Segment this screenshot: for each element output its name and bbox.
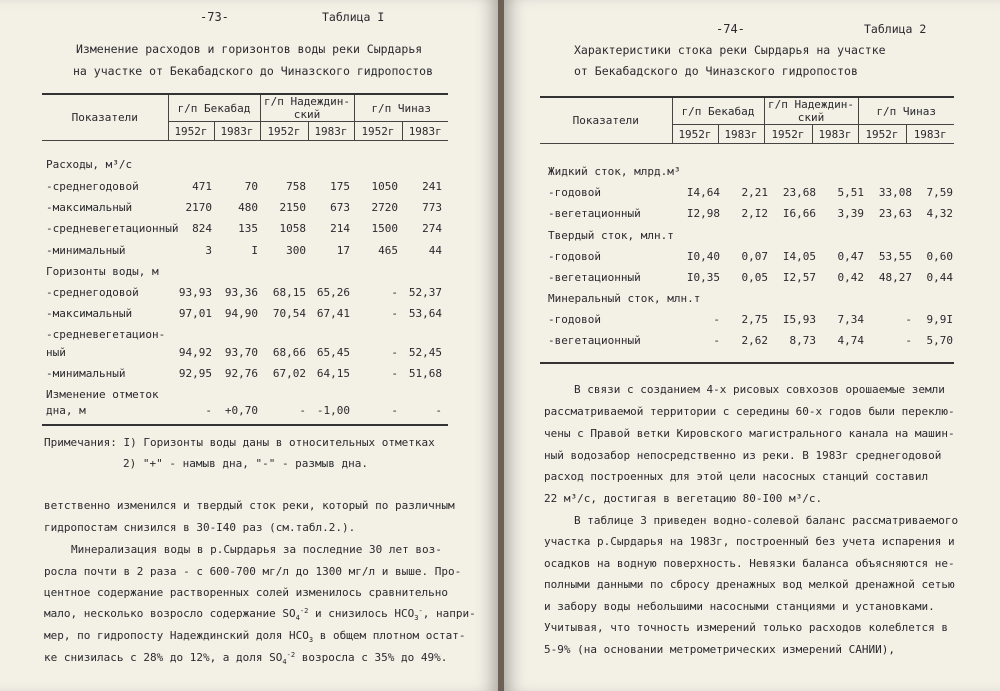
table-title-line1: Изменение расходов и горизонтов воды реки Сырдарья <box>76 42 423 56</box>
row-value: 2170 <box>185 201 212 214</box>
table-note-2: 2) "+" - намыв дна, "-" - размыв дна. <box>123 457 369 470</box>
row-label: -среднегодовой <box>46 180 139 193</box>
table-note-1: Примечания: I) Горизонты воды даны в относительных отметках <box>44 436 435 449</box>
row-label: -максимальный <box>46 201 133 214</box>
row-value: 17 <box>336 244 350 257</box>
table-row <box>548 206 954 222</box>
paragraph-line: 22 м³/с, достигая в вегетацию 80-I00 м³/с. <box>544 492 823 505</box>
row-label: -вегетационный <box>548 334 641 347</box>
row-value: 93,36 <box>224 286 258 299</box>
header-year: 1983г <box>214 122 260 141</box>
header-station-nadezhdinsky: г/п Надеждин- ский <box>260 94 354 122</box>
paragraph-line: мало, несколько возросло содержание $SO_4^{-2}$ и снизилось $HCO_3^-$, напри- <box>44 607 476 622</box>
row-value: 214 <box>330 222 350 235</box>
row-value: 480 <box>238 201 258 214</box>
row-label: -годовой <box>548 250 601 263</box>
paragraph-line: 5-9% (на основании метрометрических измерений САНИИ), <box>544 643 895 656</box>
row-value: 0,60 <box>926 250 953 263</box>
paragraph-line: гидропостам снизился в 30-I40 раз (см.табл.2.). <box>44 521 356 534</box>
table-row <box>548 333 954 349</box>
row-value: - <box>905 334 912 347</box>
row-label: -минимальный <box>46 244 126 257</box>
row-value: 65,26 <box>316 286 350 299</box>
table-row <box>46 327 446 343</box>
row-value: 4,32 <box>926 207 953 220</box>
row-value: 70,54 <box>272 307 306 320</box>
header-year: 1952г <box>354 122 402 141</box>
row-label: дна, м <box>46 404 86 417</box>
row-label: Изменение отметок <box>46 388 159 401</box>
table-row <box>46 179 446 195</box>
table-header <box>540 96 954 144</box>
table-row <box>548 270 954 286</box>
row-value: 824 <box>192 222 212 235</box>
table-title-line2: на участке от Бекабадского до Чиназского гидропостов <box>73 64 434 78</box>
row-value: 0,42 <box>837 271 864 284</box>
paragraph-line: Учитывая, что точность измерений только расходов колеблется в <box>544 621 948 634</box>
row-value: 673 <box>330 201 350 214</box>
row-value: 92,76 <box>224 367 258 380</box>
table-row <box>46 157 446 173</box>
table-row <box>46 387 446 403</box>
row-label: -годовой <box>548 313 601 326</box>
header-station-chinaz: г/п Чиназ <box>354 94 448 122</box>
row-value: 465 <box>378 244 398 257</box>
row-value: 9,9I <box>926 313 953 326</box>
table-row <box>46 200 446 216</box>
paragraph-line: ный водозабор непосредственно из реки. В 1983г среднегодовой <box>544 449 942 462</box>
paragraph-line: рассматриваемой территории с середины 60-х годов были переклю- <box>544 405 955 418</box>
row-value: 68,15 <box>272 286 306 299</box>
row-value: I2,98 <box>686 207 720 220</box>
row-value: I <box>251 244 258 257</box>
row-value: I2,57 <box>782 271 816 284</box>
header-year: 1983г <box>812 125 858 144</box>
row-value: 175 <box>330 180 350 193</box>
row-value: 0,07 <box>741 250 768 263</box>
paragraph-line: полными данными по сбросу дренажных вод мелкой дренажной сетью <box>544 578 955 591</box>
paragraph-line: Минерализация воды в р.Сырдарья за последние 30 лет воз- <box>71 543 442 556</box>
row-value: 4,74 <box>837 334 864 347</box>
row-value: 51,68 <box>408 367 442 380</box>
row-value: I6,66 <box>782 207 816 220</box>
row-value: 33,08 <box>878 186 912 199</box>
row-value: 3,39 <box>837 207 864 220</box>
row-value: 7,59 <box>926 186 953 199</box>
header-year: 1983г <box>308 122 354 141</box>
row-value: 5,70 <box>926 334 953 347</box>
row-value: - <box>205 404 212 417</box>
table-title-line1: Характеристики стока реки Сырдарья на участке <box>574 43 886 57</box>
table-row <box>46 285 446 301</box>
row-value: 53,64 <box>408 307 442 320</box>
row-value: +0,70 <box>224 404 258 417</box>
row-value: I4,05 <box>782 250 816 263</box>
row-value: I5,93 <box>782 313 816 326</box>
row-value: 0,05 <box>741 271 768 284</box>
row-label: -средневегетацион- <box>46 328 166 341</box>
row-value: - <box>391 346 398 359</box>
row-value: I0,35 <box>686 271 720 284</box>
row-value: 97,01 <box>178 307 212 320</box>
row-value: 93,70 <box>224 346 258 359</box>
row-value: 68,66 <box>272 346 306 359</box>
table-row <box>548 185 954 201</box>
row-label: -минимальный <box>46 367 126 380</box>
row-value: 48,27 <box>878 271 912 284</box>
row-value: -1,00 <box>316 404 350 417</box>
table-row <box>46 403 446 419</box>
paragraph-line: центное содержание растворенных солей изменилось сравнительно <box>44 586 448 599</box>
row-label: Горизонты воды, м <box>46 265 159 278</box>
row-value: 92,95 <box>178 367 212 380</box>
header-year: 1952г <box>672 125 718 144</box>
row-value: 2,I2 <box>741 207 768 220</box>
table-row <box>548 312 954 328</box>
row-label: -вегетационный <box>548 207 641 220</box>
row-value: - <box>435 404 442 417</box>
header-year: 1983г <box>402 122 448 141</box>
paragraph-line: осадков на водную поверхность. Невязки баланса объясняются не- <box>544 557 955 570</box>
row-label: -среднегодовой <box>46 286 139 299</box>
row-value: 758 <box>286 180 306 193</box>
header-year: 1952г <box>764 125 812 144</box>
right-page <box>504 0 1000 691</box>
row-label: Расходы, м³/с <box>46 158 133 171</box>
paragraph-line: чены с Правой ветки Кировского магистрального канала на машин- <box>544 427 955 440</box>
row-value: 1500 <box>371 222 398 235</box>
header-station-bekabad: г/п Бекабад <box>168 94 260 122</box>
table-row <box>46 306 446 322</box>
row-value: I0,40 <box>686 250 720 263</box>
header-indicator: Показатели <box>540 97 672 144</box>
paragraph-line: ветственно изменился и твердый сток реки, который по различным <box>44 499 455 512</box>
row-value: 23,68 <box>782 186 816 199</box>
row-value: 1058 <box>279 222 306 235</box>
row-value: 135 <box>238 222 258 235</box>
row-value: 64,15 <box>316 367 350 380</box>
page-number: -73- <box>200 10 229 24</box>
row-value: 773 <box>422 201 442 214</box>
row-value: 2,21 <box>741 186 768 199</box>
row-value: 3 <box>205 244 212 257</box>
row-value: 52,45 <box>408 346 442 359</box>
row-value: I4,64 <box>686 186 720 199</box>
table-bottom-rule <box>540 362 954 364</box>
row-value: - <box>391 286 398 299</box>
row-label: -вегетационный <box>548 271 641 284</box>
header-year: 1952г <box>260 122 308 141</box>
header-station-nadezhdinsky: г/п Надеждин- ский <box>764 97 858 125</box>
row-value: 93,93 <box>178 286 212 299</box>
row-value: - <box>905 313 912 326</box>
row-value: - <box>713 334 720 347</box>
table-label: Таблица I <box>322 10 385 24</box>
table-row <box>548 249 954 265</box>
row-value: 23,63 <box>878 207 912 220</box>
table-row <box>46 264 446 280</box>
row-value: 0,47 <box>837 250 864 263</box>
row-value: 5,51 <box>837 186 864 199</box>
table-header <box>42 93 448 141</box>
row-value: 8,73 <box>789 334 816 347</box>
row-value: 0,44 <box>926 271 953 284</box>
row-label: ный <box>46 346 66 359</box>
table-row <box>46 243 446 259</box>
row-label: -годовой <box>548 186 601 199</box>
row-value: 2,75 <box>741 313 768 326</box>
row-value: - <box>299 404 306 417</box>
row-value: 2150 <box>279 201 306 214</box>
row-value: 7,34 <box>837 313 864 326</box>
row-value: 53,55 <box>878 250 912 263</box>
header-year: 1983г <box>906 125 954 144</box>
row-value: - <box>713 313 720 326</box>
row-label: -средневегетационный <box>46 222 179 235</box>
row-value: - <box>391 404 398 417</box>
paragraph-line: ке снизилась с 28% до 12%, а доля $SO_4^{-2}$ возросла с 35% до 49%. <box>44 651 448 666</box>
header-indicator: Показатели <box>42 94 168 141</box>
row-value: - <box>391 367 398 380</box>
row-value: 67,02 <box>272 367 306 380</box>
paragraph-line: участка р.Сырдарья на 1983г, построенный без учета испарения и <box>544 535 955 548</box>
row-value: 1050 <box>371 180 398 193</box>
row-value: 471 <box>192 180 212 193</box>
paragraph-line: В связи с созданием 4-х рисовых совхозов орошаемые земли <box>574 383 945 396</box>
row-value: 241 <box>422 180 442 193</box>
row-value: 300 <box>286 244 306 257</box>
table-row <box>548 291 954 307</box>
paragraph-line: и забору воды небольшими насосными станциями и установками. <box>544 600 935 613</box>
row-label: -максимальный <box>46 307 133 320</box>
row-label: Жидкий сток, млрд.м³ <box>548 165 681 178</box>
table-row <box>46 366 446 382</box>
table-label: Таблица 2 <box>864 22 927 36</box>
row-label: Минеральный сток, млн.т <box>548 292 701 305</box>
row-value: 94,92 <box>178 346 212 359</box>
header-station-bekabad: г/п Бекабад <box>672 97 764 125</box>
table-bottom-rule <box>42 424 448 426</box>
header-year: 1983г <box>718 125 764 144</box>
row-value: - <box>391 307 398 320</box>
row-value: 2720 <box>371 201 398 214</box>
row-value: 274 <box>422 222 442 235</box>
header-year: 1952г <box>858 125 906 144</box>
table-row <box>46 221 446 237</box>
row-value: 52,37 <box>408 286 442 299</box>
page-number: -74- <box>716 22 745 36</box>
row-label: Твердый сток, млн.т <box>548 229 674 242</box>
row-value: 70 <box>244 180 258 193</box>
table-row <box>46 345 446 361</box>
left-page <box>0 0 498 691</box>
row-value: 2,62 <box>741 334 768 347</box>
row-value: 94,90 <box>224 307 258 320</box>
table-title-line2: от Бекабадского до Чиназского гидропостов <box>574 64 858 78</box>
table-row <box>548 164 954 180</box>
paragraph-line: расход построенных для этой цели насосных станций составил <box>544 470 929 483</box>
table-row <box>548 228 954 244</box>
row-value: 65,45 <box>316 346 350 359</box>
row-value: 67,41 <box>316 307 350 320</box>
paragraph-line: В таблице 3 приведен водно-солевой баланс рассматриваемого <box>574 514 959 527</box>
row-value: 44 <box>428 244 442 257</box>
header-station-chinaz: г/п Чиназ <box>858 97 954 125</box>
paragraph-line: росла почти в 2 раза - с 600-700 мг/л до 1300 мг/л и выше. Про- <box>44 565 462 578</box>
header-year: 1952г <box>168 122 214 141</box>
paragraph-line: мер, по гидропосту Надеждинский доля $HCO_3$ в общем плотном остат- <box>44 629 466 644</box>
